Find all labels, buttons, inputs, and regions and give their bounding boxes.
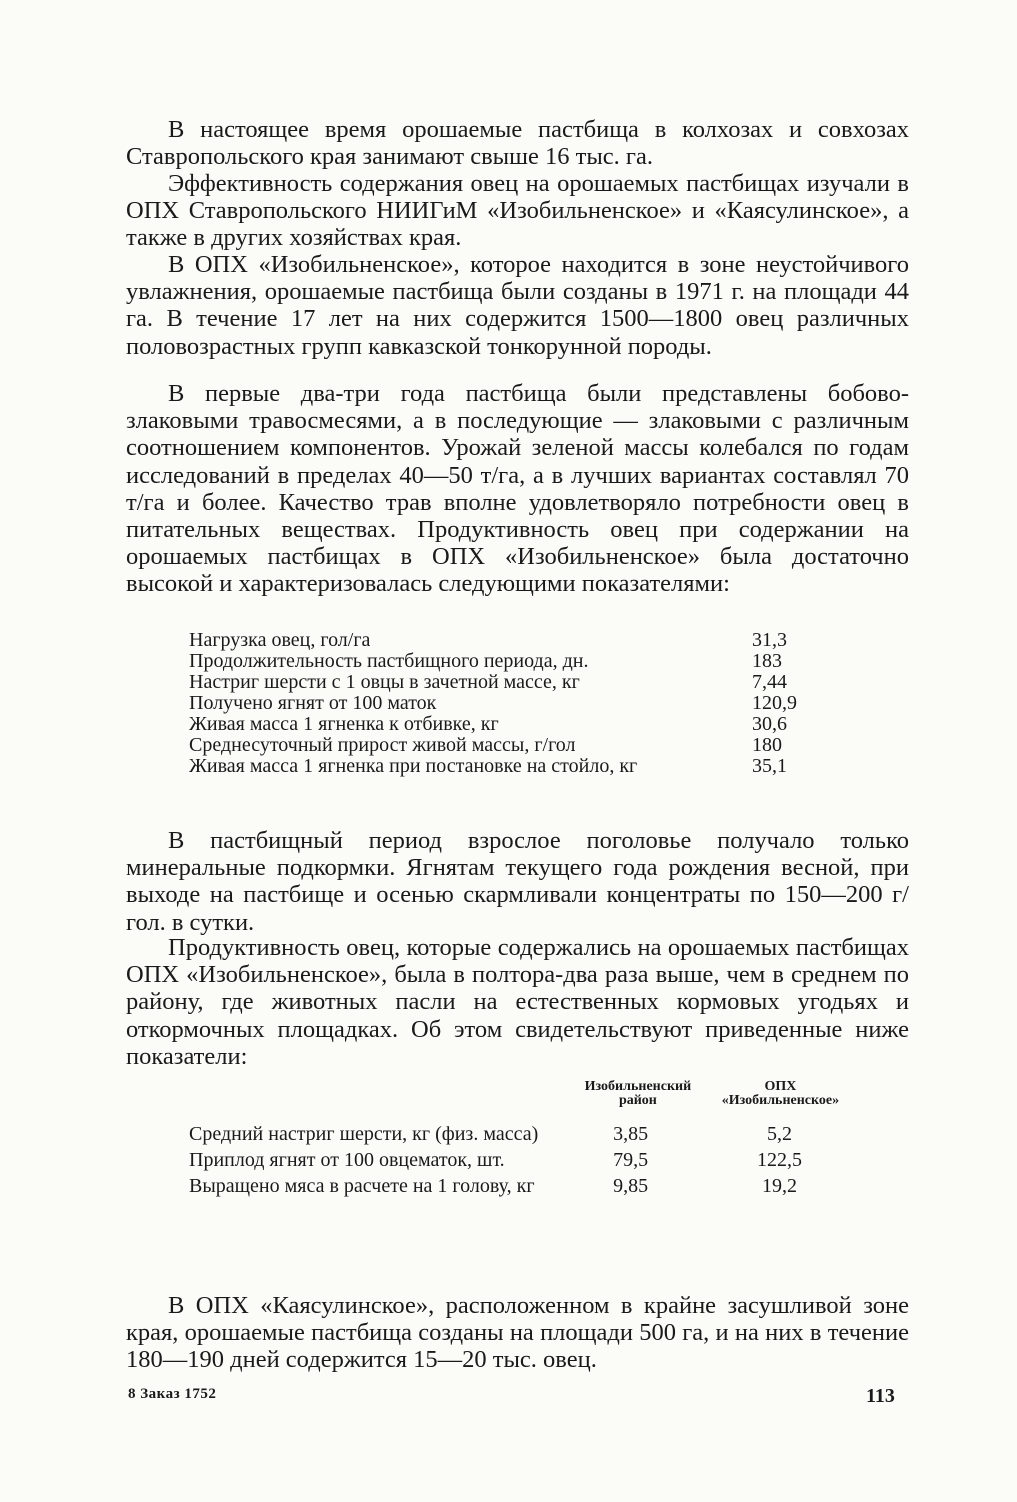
indicator-value: 30,6 [752, 713, 787, 735]
table-row [189, 1150, 849, 1171]
paragraph-5: В пастбищный период взрослое поголовье получало только минеральные подкормки. Ягнятам текущего года рождения весной, при выходе на пастбище и осенью скармливали концентраты по 150—200 г/гол. в сутки. [126, 827, 909, 936]
district-value: 9,85 [613, 1175, 649, 1197]
paragraph-4: В первые два-три года пастбища были представлены бобово-злаковыми травосмесями, а в последующие — злаковыми с различным соотношением компонентов. Урожай зеленой массы колебался по годам исследований в пределах 40—50 т/га, а в лучших вариантах составлял 70 т/га и более. Качество трав вполне удовлетворяло потребности овец в питательных веществах. Продуктивность овец при содержании на орошаемых пастбищах в ОПХ «Изобильненское» была достаточно высокой и характеризовалась следующими показателями: [126, 380, 909, 598]
indicator-row [189, 672, 829, 693]
column-header-district: Изобильненский район [584, 1079, 692, 1108]
page-number: 113 [866, 1385, 895, 1407]
farm-value: 19,2 [762, 1175, 798, 1197]
indicator-label: Настриг шерсти с 1 овцы в зачетной массе, кг [189, 671, 580, 693]
indicator-value: 180 [752, 734, 782, 756]
indicator-row [189, 693, 829, 714]
row-label: Средний настриг шерсти, кг (физ. масса) [189, 1123, 539, 1145]
indicator-label: Живая масса 1 ягненка при постановке на стойло, кг [189, 755, 638, 777]
indicator-label: Получено ягнят от 100 маток [189, 692, 437, 714]
indicator-label: Продолжительность пастбищного периода, дн. [189, 650, 589, 672]
indicator-value: 183 [752, 650, 782, 672]
paragraph-6: Продуктивность овец, которые содержались на орошаемых пастбищах ОПХ «Изобильненское», была в полтора-два раза выше, чем в среднем по району, где животных пасли на естественных кормовых угодьях и откормочных площадках. Об этом свидетельствуют приведенные ниже показатели: [126, 934, 909, 1070]
indicator-value: 7,44 [752, 671, 787, 693]
district-value: 3,85 [613, 1123, 649, 1145]
indicator-row [189, 735, 829, 756]
farm-value: 5,2 [767, 1123, 793, 1145]
indicator-label: Живая масса 1 ягненка к отбивке, кг [189, 713, 499, 735]
table-row [189, 1124, 849, 1145]
indicator-row [189, 714, 829, 735]
paragraph-7: В ОПХ «Каясулинское», расположенном в крайне засушливой зоне края, орошаемые пастбища созданы на площади 500 га, и на них в течение 180—190 дней содержится 15—20 тыс. овец. [126, 1292, 909, 1374]
indicator-value: 120,9 [752, 692, 797, 714]
column-header-farm: ОПХ «Изобильненское» [721, 1079, 840, 1108]
paragraph-1: В настоящее время орошаемые пастбища в колхозах и совхозах Ставропольского края занимают свыше 16 тыс. га. [126, 116, 909, 171]
indicator-label: Нагрузка овец, гол/га [189, 629, 371, 651]
productivity-indicators-list [189, 630, 829, 777]
table-row [189, 1176, 849, 1197]
order-number: 8 Заказ 1752 [128, 1386, 217, 1402]
indicator-label: Среднесуточный прирост живой массы, г/гол [189, 734, 576, 756]
indicator-row [189, 630, 829, 651]
paragraph-3: В ОПХ «Изобильненское», которое находится в зоне неустойчивого увлажнения, орошаемые пастбища были созданы в 1971 г. на площади 44 га. В течение 17 лет на них содержится 1500—1800 овец различных половозрастных групп кавказской тонкорунной породы. [126, 251, 909, 360]
farm-value: 122,5 [757, 1149, 803, 1171]
district-value: 79,5 [613, 1149, 649, 1171]
paragraph-2: Эффективность содержания овец на орошаемых пастбищах изучали в ОПХ Ставропольского НИИГиМ «Изобильненское» и «Каясулинское», а также в других хозяйствах края. [126, 170, 909, 252]
indicator-value: 31,3 [752, 629, 787, 651]
row-label: Приплод ягнят от 100 овцематок, шт. [189, 1149, 505, 1171]
indicator-row [189, 756, 829, 777]
comparison-table [189, 1080, 849, 1202]
indicator-row [189, 651, 829, 672]
indicator-value: 35,1 [752, 755, 787, 777]
comparison-table-header [584, 1080, 849, 1108]
row-label: Выращено мяса в расчете на 1 голову, кг [189, 1175, 535, 1197]
